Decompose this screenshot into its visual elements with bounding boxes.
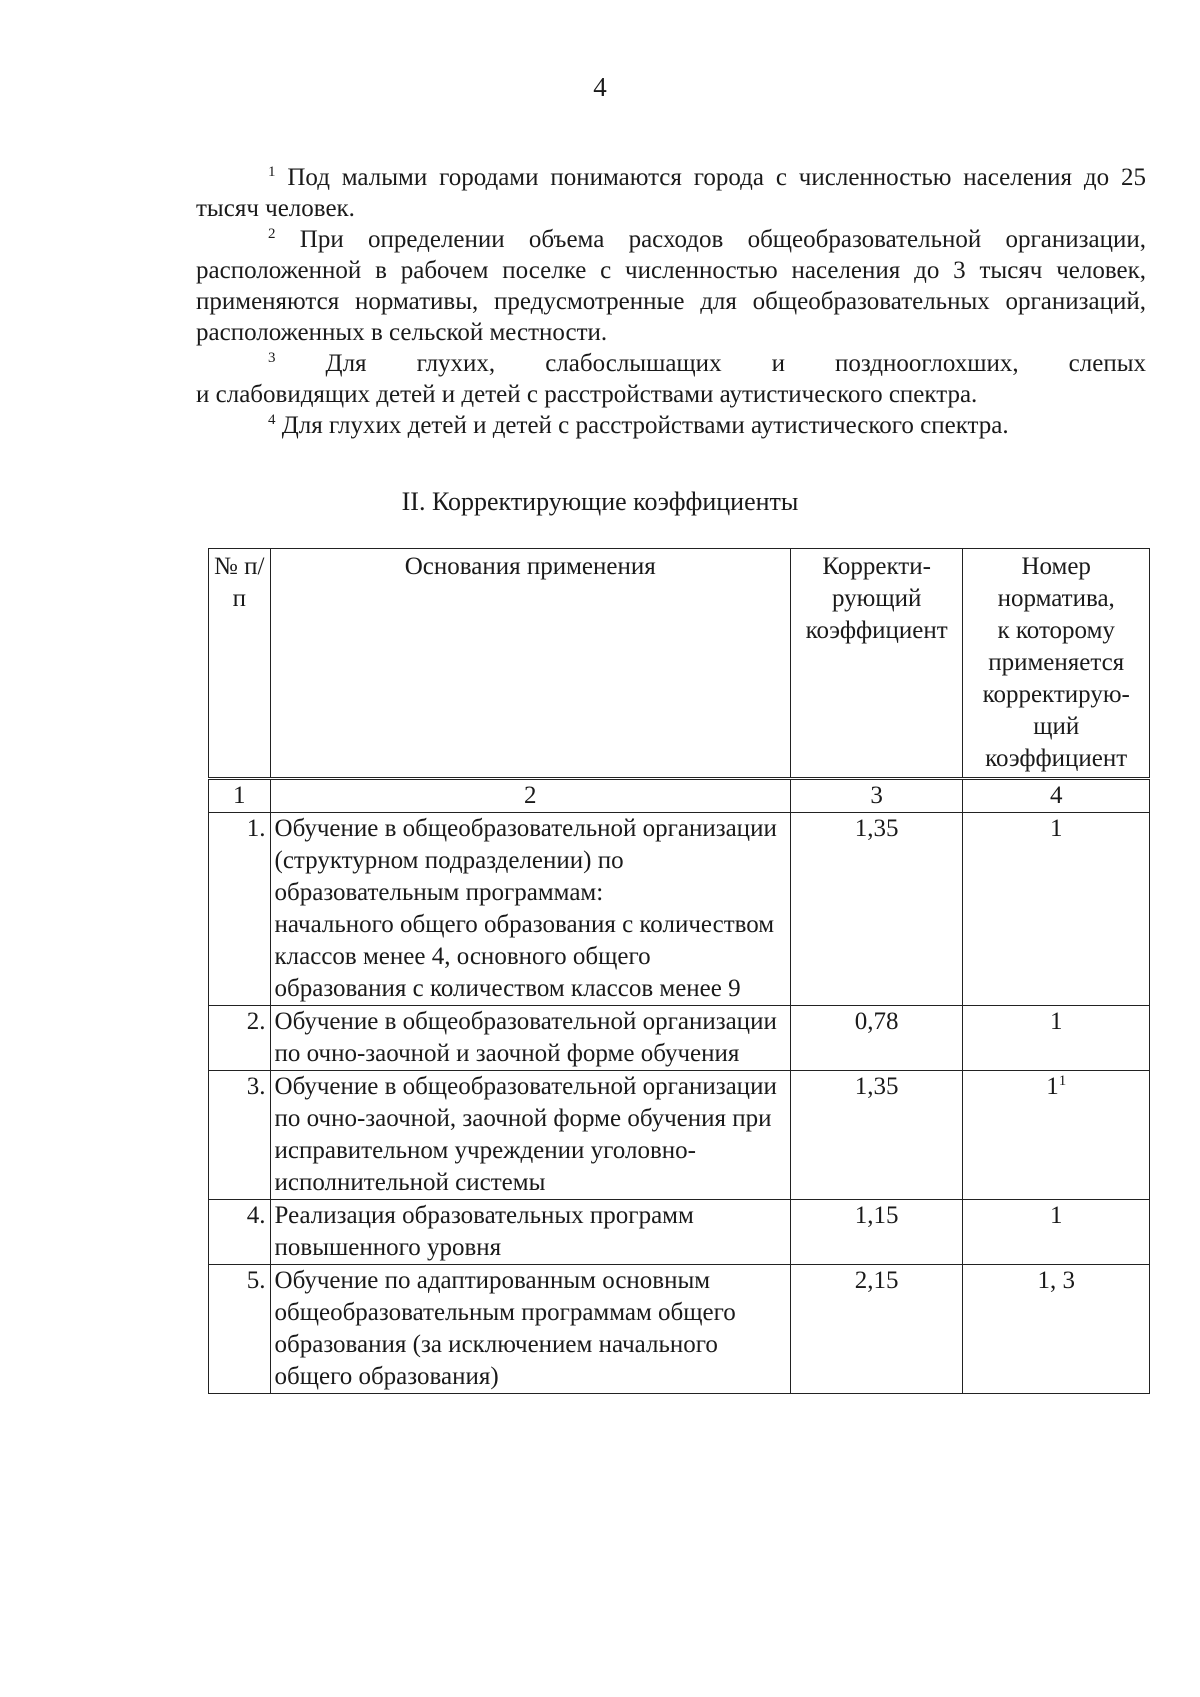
footnotes	[196, 162, 1146, 441]
column-number: 1	[209, 779, 271, 813]
row-number: 5.	[209, 1265, 271, 1394]
row-norm	[963, 1200, 1150, 1265]
footnote-text: Для глухих детей и детей с расстройствами аутистического спектра.	[281, 412, 1009, 439]
table-row	[209, 813, 1150, 1006]
page-number: 4	[593, 72, 607, 102]
footnote-2	[196, 224, 1146, 348]
column-number: 4	[963, 779, 1150, 813]
row-norm-value: 1	[1049, 1202, 1063, 1229]
row-norm	[963, 1265, 1150, 1394]
row-number: 2.	[209, 1006, 271, 1071]
row-basis: Реализация образовательных программ повышенного уровня	[270, 1200, 790, 1265]
row-norm-superscript: 1	[1058, 1073, 1067, 1089]
row-coefficient: 2,15	[790, 1265, 962, 1394]
row-basis: Обучение в общеобразовательной организации по очно-заочной и заочной форме обучения	[270, 1006, 790, 1071]
row-coefficient: 1,35	[790, 1071, 962, 1200]
row-basis: Обучение в общеобразовательной организации по очно-заочной, заочной форме обучения при исправительном учреждении уголовно-исполнительной системы	[270, 1071, 790, 1200]
section-title: II. Корректирующие коэффициенты	[401, 487, 799, 516]
header-basis: Основания применения	[270, 549, 790, 779]
table-row	[209, 1006, 1150, 1071]
coefficients-table	[208, 548, 1150, 1394]
footnote-mark: 3	[268, 350, 276, 366]
row-coefficient: 1,35	[790, 813, 962, 1006]
table-row	[209, 1265, 1150, 1394]
row-norm-value: 1	[1046, 1073, 1059, 1100]
footnote-mark: 2	[268, 226, 276, 242]
table-row	[209, 1071, 1150, 1200]
row-coefficient: 0,78	[790, 1006, 962, 1071]
row-norm	[963, 1071, 1150, 1200]
footnote-3	[196, 348, 1146, 379]
header-number: № п/п	[209, 549, 271, 779]
row-norm-value: 1, 3	[1037, 1267, 1075, 1294]
header-norm-number: Номер норматива, к которому применяется корректирую- щий коэффициент	[963, 549, 1150, 779]
row-basis: Обучение в общеобразовательной организации (структурном подразделении) по образовательным программам: начального общего образования с количеством классов менее 4, основного общего образования с количеством классов менее 9	[270, 813, 790, 1006]
footnote-3-continuation: и слабовидящих детей и детей с расстройствами аутистического спектра.	[196, 381, 978, 408]
row-coefficient: 1,15	[790, 1200, 962, 1265]
row-norm	[963, 1006, 1150, 1071]
column-number: 3	[790, 779, 962, 813]
row-norm-value: 1	[1049, 815, 1063, 842]
footnote-mark: 4	[268, 412, 276, 428]
row-number: 4.	[209, 1200, 271, 1265]
footnote-mark: 1	[268, 164, 276, 180]
footnote-4	[196, 410, 1146, 441]
table-row	[209, 1200, 1150, 1265]
table-header-row	[209, 549, 1150, 779]
column-number-row	[209, 779, 1150, 813]
row-number: 1.	[209, 813, 271, 1006]
footnote-text: Под малыми городами понимаются города с численностью населения до 25 тысяч человек.	[196, 164, 1146, 222]
row-number: 3.	[209, 1071, 271, 1200]
footnote-1	[196, 162, 1146, 224]
row-basis: Обучение по адаптированным основным общеобразовательным программам общего образования (за исключением начального общего образования)	[270, 1265, 790, 1394]
row-norm-value: 1	[1049, 1008, 1063, 1035]
footnote-text: Для глухих, слабослышащих и позднооглохших, слепых	[325, 350, 1146, 377]
column-number: 2	[270, 779, 790, 813]
row-norm	[963, 813, 1150, 1006]
footnote-text: При определении объема расходов общеобразовательной организации, расположенной в рабочем поселке с численностью населения до 3 тысяч человек, применяются нормативы, предусмотренные для общеобразовательных организаций, расположенных в сельской местности.	[196, 226, 1147, 346]
header-coefficient: Корректи- рующий коэффициент	[790, 549, 962, 779]
